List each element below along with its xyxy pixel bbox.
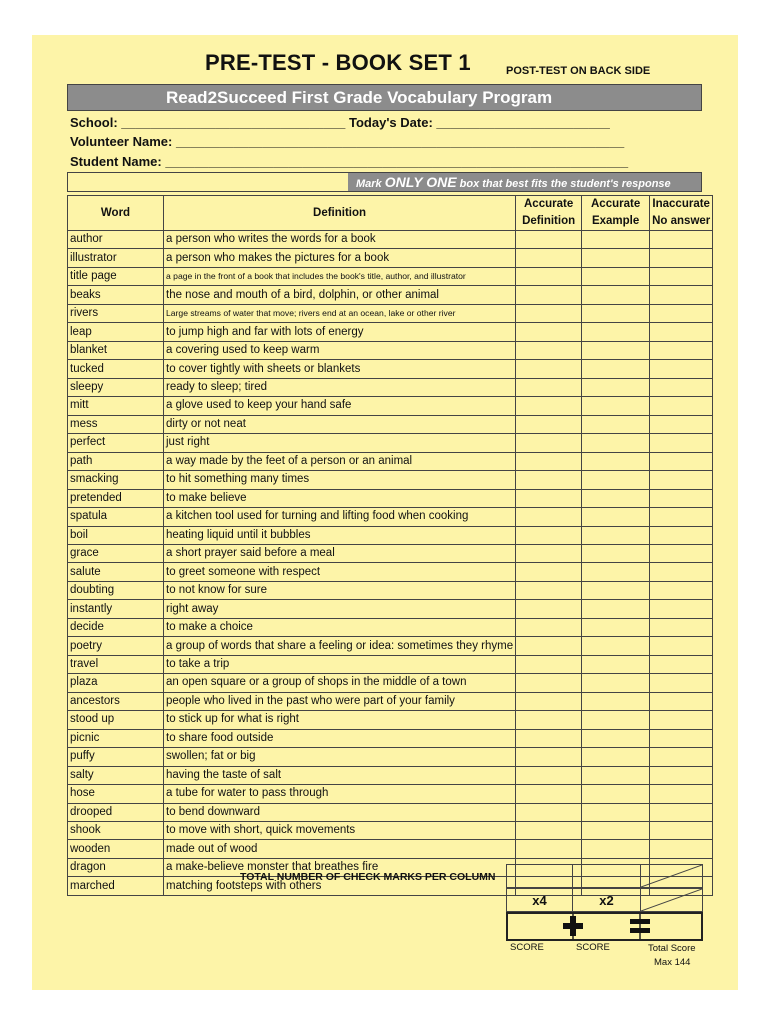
accurate-definition-checkbox[interactable] <box>516 711 582 729</box>
table-row <box>68 729 713 747</box>
accurate-example-checkbox[interactable] <box>582 840 650 858</box>
vocab-word: spatula <box>68 508 164 526</box>
table-row <box>68 803 713 821</box>
accurate-definition-checkbox[interactable] <box>516 378 582 396</box>
accurate-definition-checkbox[interactable] <box>516 637 582 655</box>
inaccurate-checkbox[interactable] <box>650 655 713 673</box>
accurate-definition-checkbox[interactable] <box>516 452 582 470</box>
vocab-word: ancestors <box>68 692 164 710</box>
accurate-example-checkbox[interactable] <box>582 803 650 821</box>
vocab-word: dragon <box>68 858 164 876</box>
vocab-word: plaza <box>68 674 164 692</box>
inaccurate-checkbox[interactable] <box>650 766 713 784</box>
vocab-word: pretended <box>68 489 164 507</box>
table-row <box>68 692 713 710</box>
vocab-definition: right away <box>164 600 516 618</box>
accurate-definition-checkbox[interactable] <box>516 674 582 692</box>
vocab-word: grace <box>68 544 164 562</box>
inaccurate-checkbox[interactable] <box>650 822 713 840</box>
vocab-definition: to take a trip <box>164 655 516 673</box>
vocab-word: instantly <box>68 600 164 618</box>
student-name-line[interactable]: Student Name: ________________________________________________________________ <box>70 154 629 169</box>
accurate-definition-checkbox[interactable] <box>516 360 582 378</box>
table-row <box>68 618 713 636</box>
accurate-definition-checkbox[interactable] <box>516 544 582 562</box>
total-inaccurate-box <box>640 864 703 888</box>
vocab-word: travel <box>68 655 164 673</box>
inaccurate-checkbox[interactable] <box>650 803 713 821</box>
vocab-word: picnic <box>68 729 164 747</box>
operations-graphic <box>508 914 701 939</box>
vocab-word: wooden <box>68 840 164 858</box>
accurate-example-checkbox[interactable] <box>582 434 650 452</box>
accurate-example-checkbox[interactable] <box>582 785 650 803</box>
table-row <box>68 323 713 341</box>
crossed-out-mark <box>641 865 702 887</box>
accurate-example-checkbox[interactable] <box>582 563 650 581</box>
vocab-word: mitt <box>68 397 164 415</box>
accurate-definition-checkbox[interactable] <box>516 785 582 803</box>
accurate-definition-checkbox[interactable] <box>516 822 582 840</box>
table-row <box>68 655 713 673</box>
accurate-example-checkbox[interactable] <box>582 822 650 840</box>
vocab-word: drooped <box>68 803 164 821</box>
accurate-example-checkbox[interactable] <box>582 249 650 267</box>
accurate-definition-checkbox[interactable] <box>516 415 582 433</box>
vocab-definition: a page in the front of a book that includes the book's title, author, and illustrator <box>164 267 516 285</box>
accurate-example-checkbox[interactable] <box>582 341 650 359</box>
table-row <box>68 674 713 692</box>
accurate-example-checkbox[interactable] <box>582 304 650 322</box>
table-row <box>68 600 713 618</box>
multiplier-x2: x2 <box>572 888 641 912</box>
total-score-label: Total Score <box>648 943 696 954</box>
accurate-definition-checkbox[interactable] <box>516 618 582 636</box>
vocab-definition: swollen; fat or big <box>164 748 516 766</box>
inaccurate-checkbox[interactable] <box>650 748 713 766</box>
accurate-definition-checkbox[interactable] <box>516 249 582 267</box>
vocab-definition: ready to sleep; tired <box>164 378 516 396</box>
table-row <box>68 840 713 858</box>
accurate-example-checkbox[interactable] <box>582 267 650 285</box>
vocab-word: decide <box>68 618 164 636</box>
vocab-word: rivers <box>68 304 164 322</box>
vocab-word: author <box>68 231 164 249</box>
accurate-example-checkbox[interactable] <box>582 711 650 729</box>
table-row <box>68 304 713 322</box>
school-date-line[interactable]: School: _______________________________ Today's Date: ________________________ <box>70 115 610 130</box>
vocab-definition: a make-believe monster that breathes fire <box>164 858 516 876</box>
table-row <box>68 341 713 359</box>
inaccurate-checkbox[interactable] <box>650 360 713 378</box>
accurate-example-checkbox[interactable] <box>582 600 650 618</box>
page-title: PRE-TEST - BOOK SET 1 <box>205 50 471 75</box>
max-score-label: Max 144 <box>654 957 691 968</box>
inaccurate-checkbox[interactable] <box>650 729 713 747</box>
accurate-example-checkbox[interactable] <box>582 729 650 747</box>
vocab-word: poetry <box>68 637 164 655</box>
vocab-definition: a kitchen tool used for turning and lifting food when cooking <box>164 508 516 526</box>
accurate-definition-checkbox[interactable] <box>516 563 582 581</box>
accurate-example-checkbox[interactable] <box>582 286 650 304</box>
vocab-word: marched <box>68 877 164 895</box>
vocab-word: salute <box>68 563 164 581</box>
inaccurate-checkbox[interactable] <box>650 341 713 359</box>
accurate-definition-checkbox[interactable] <box>516 508 582 526</box>
vocab-word: puffy <box>68 748 164 766</box>
accurate-definition-checkbox[interactable] <box>516 692 582 710</box>
vocab-definition: matching footsteps with others <box>164 877 516 895</box>
inaccurate-checkbox[interactable] <box>650 544 713 562</box>
table-row <box>68 471 713 489</box>
vocab-definition: to greet someone with respect <box>164 563 516 581</box>
vocab-definition: an open square or a group of shops in the middle of a town <box>164 674 516 692</box>
table-row <box>68 748 713 766</box>
inaccurate-checkbox[interactable] <box>650 600 713 618</box>
table-row <box>68 508 713 526</box>
accurate-example-checkbox[interactable] <box>582 452 650 470</box>
vocab-definition: a way made by the feet of a person or an animal <box>164 452 516 470</box>
table-row <box>68 397 713 415</box>
vocab-definition: the nose and mouth of a bird, dolphin, or other animal <box>164 286 516 304</box>
table-row <box>68 489 713 507</box>
table-row <box>68 360 713 378</box>
vocab-definition: a group of words that share a feeling or idea: sometimes they rhyme <box>164 637 516 655</box>
accurate-example-checkbox[interactable] <box>582 655 650 673</box>
accurate-definition-checkbox[interactable] <box>516 434 582 452</box>
table-row <box>68 544 713 562</box>
vocab-word: stood up <box>68 711 164 729</box>
vocab-word: sleepy <box>68 378 164 396</box>
inaccurate-checkbox[interactable] <box>650 323 713 341</box>
column-header-accurate-definition: Accurate Definition <box>516 196 582 231</box>
accurate-example-checkbox[interactable] <box>582 489 650 507</box>
score-operations-box <box>506 912 703 941</box>
inaccurate-checkbox[interactable] <box>650 674 713 692</box>
accurate-definition-checkbox[interactable] <box>516 231 582 249</box>
inaccurate-checkbox[interactable] <box>650 840 713 858</box>
inaccurate-checkbox[interactable] <box>650 489 713 507</box>
table-row <box>68 286 713 304</box>
vocab-definition: heating liquid until it bubbles <box>164 526 516 544</box>
vocab-word: path <box>68 452 164 470</box>
inaccurate-checkbox[interactable] <box>650 508 713 526</box>
vocab-word: perfect <box>68 434 164 452</box>
table-row <box>68 231 713 249</box>
inaccurate-checkbox[interactable] <box>650 267 713 285</box>
accurate-example-checkbox[interactable] <box>582 748 650 766</box>
table-row <box>68 378 713 396</box>
accurate-definition-checkbox[interactable] <box>516 471 582 489</box>
accurate-definition-checkbox[interactable] <box>516 267 582 285</box>
score-label-2: SCORE <box>576 942 610 953</box>
column-header-accurate-example: Accurate Example <box>582 196 650 231</box>
accurate-definition-checkbox[interactable] <box>516 748 582 766</box>
accurate-definition-checkbox[interactable] <box>516 489 582 507</box>
vocab-definition: a glove used to keep your hand safe <box>164 397 516 415</box>
vocab-definition: dirty or not neat <box>164 415 516 433</box>
vocab-word: salty <box>68 766 164 784</box>
inaccurate-checkbox[interactable] <box>650 286 713 304</box>
inaccurate-checkbox[interactable] <box>650 563 713 581</box>
inaccurate-checkbox[interactable] <box>650 581 713 599</box>
vocab-word: leap <box>68 323 164 341</box>
column-header-definition: Definition <box>164 196 516 231</box>
table-row <box>68 637 713 655</box>
inaccurate-checkbox[interactable] <box>650 231 713 249</box>
crossed-out-mark <box>641 889 702 911</box>
table-row <box>68 434 713 452</box>
table-row <box>68 267 713 285</box>
inaccurate-checkbox[interactable] <box>650 415 713 433</box>
inaccurate-checkbox[interactable] <box>650 304 713 322</box>
accurate-definition-checkbox[interactable] <box>516 323 582 341</box>
accurate-definition-checkbox[interactable] <box>516 581 582 599</box>
inaccurate-checkbox[interactable] <box>650 378 713 396</box>
vocab-definition: to cover tightly with sheets or blankets <box>164 360 516 378</box>
vocab-definition: a person who makes the pictures for a book <box>164 249 516 267</box>
accurate-example-checkbox[interactable] <box>582 378 650 396</box>
vocab-word: blanket <box>68 341 164 359</box>
accurate-definition-checkbox[interactable] <box>516 803 582 821</box>
vocab-definition: just right <box>164 434 516 452</box>
table-row <box>68 249 713 267</box>
accurate-example-checkbox[interactable] <box>582 544 650 562</box>
accurate-definition-checkbox[interactable] <box>516 655 582 673</box>
accurate-definition-checkbox[interactable] <box>516 600 582 618</box>
table-row <box>68 785 713 803</box>
vocab-definition: a tube for water to pass through <box>164 785 516 803</box>
inaccurate-checkbox[interactable] <box>650 637 713 655</box>
vocab-definition: a covering used to keep warm <box>164 341 516 359</box>
vocab-definition: to hit something many times <box>164 471 516 489</box>
accurate-example-checkbox[interactable] <box>582 581 650 599</box>
accurate-definition-checkbox[interactable] <box>516 766 582 784</box>
program-banner: Read2Succeed First Grade Vocabulary Program <box>67 84 702 111</box>
vocab-word: beaks <box>68 286 164 304</box>
total-accurate-example-box[interactable] <box>572 864 641 888</box>
table-row <box>68 581 713 599</box>
accurate-example-checkbox[interactable] <box>582 471 650 489</box>
accurate-definition-checkbox[interactable] <box>516 304 582 322</box>
accurate-definition-checkbox[interactable] <box>516 286 582 304</box>
total-checkmarks-label: TOTAL NUMBER OF CHECK MARKS PER COLUMN <box>240 871 496 883</box>
vocab-definition: Large streams of water that move; rivers end at an ocean, lake or other river <box>164 304 516 322</box>
vocab-word: mess <box>68 415 164 433</box>
vocab-definition: to make a choice <box>164 618 516 636</box>
accurate-example-checkbox[interactable] <box>582 397 650 415</box>
accurate-example-checkbox[interactable] <box>582 766 650 784</box>
table-row <box>68 452 713 470</box>
accurate-definition-checkbox[interactable] <box>516 840 582 858</box>
vocab-word: shook <box>68 822 164 840</box>
accurate-example-checkbox[interactable] <box>582 618 650 636</box>
vocab-definition: to not know for sure <box>164 581 516 599</box>
accurate-example-checkbox[interactable] <box>582 637 650 655</box>
table-row <box>68 822 713 840</box>
vocab-definition: to jump high and far with lots of energy <box>164 323 516 341</box>
accurate-definition-checkbox[interactable] <box>516 526 582 544</box>
inaccurate-checkbox[interactable] <box>650 452 713 470</box>
multiplier-x4: x4 <box>506 888 573 912</box>
accurate-example-checkbox[interactable] <box>582 231 650 249</box>
vocab-definition: a short prayer said before a meal <box>164 544 516 562</box>
accurate-example-checkbox[interactable] <box>582 692 650 710</box>
plus-icon <box>563 916 583 936</box>
instruction-text: Mark ONLY ONE box that best fits the student's response <box>348 173 701 191</box>
accurate-example-checkbox[interactable] <box>582 323 650 341</box>
vocab-definition: made out of wood <box>164 840 516 858</box>
inaccurate-checkbox[interactable] <box>650 785 713 803</box>
vocab-definition: to stick up for what is right <box>164 711 516 729</box>
accurate-definition-checkbox[interactable] <box>516 341 582 359</box>
vocab-word: hose <box>68 785 164 803</box>
inaccurate-checkbox[interactable] <box>650 471 713 489</box>
vocab-definition: a person who writes the words for a book <box>164 231 516 249</box>
table-row <box>68 563 713 581</box>
vocab-definition: people who lived in the past who were part of your family <box>164 692 516 710</box>
vocab-word: illustrator <box>68 249 164 267</box>
table-row <box>68 711 713 729</box>
post-test-note: POST-TEST ON BACK SIDE <box>506 65 651 77</box>
column-header-word: Word <box>68 196 164 231</box>
vocabulary-table <box>67 195 713 896</box>
accurate-example-checkbox[interactable] <box>582 415 650 433</box>
inaccurate-checkbox[interactable] <box>650 434 713 452</box>
accurate-example-checkbox[interactable] <box>582 674 650 692</box>
vocab-word: title page <box>68 267 164 285</box>
multiplier-blank <box>640 888 703 912</box>
inaccurate-checkbox[interactable] <box>650 711 713 729</box>
vocab-word: boil <box>68 526 164 544</box>
volunteer-name-line[interactable]: Volunteer Name: ______________________________________________________________ <box>70 134 625 149</box>
vocab-definition: having the taste of salt <box>164 766 516 784</box>
accurate-example-checkbox[interactable] <box>582 508 650 526</box>
table-row <box>68 415 713 433</box>
inaccurate-checkbox[interactable] <box>650 526 713 544</box>
vocab-definition: to share food outside <box>164 729 516 747</box>
total-accurate-definition-box[interactable] <box>506 864 573 888</box>
accurate-definition-checkbox[interactable] <box>516 729 582 747</box>
inaccurate-checkbox[interactable] <box>650 692 713 710</box>
accurate-example-checkbox[interactable] <box>582 526 650 544</box>
inaccurate-checkbox[interactable] <box>650 397 713 415</box>
accurate-definition-checkbox[interactable] <box>516 397 582 415</box>
vocab-definition: to bend downward <box>164 803 516 821</box>
column-header-inaccurate: Inaccurate No answer <box>650 196 713 231</box>
table-row <box>68 526 713 544</box>
vocab-definition: to make believe <box>164 489 516 507</box>
inaccurate-checkbox[interactable] <box>650 249 713 267</box>
vocab-word: tucked <box>68 360 164 378</box>
inaccurate-checkbox[interactable] <box>650 618 713 636</box>
score-label-1: SCORE <box>510 942 544 953</box>
instruction-bar <box>67 172 702 192</box>
table-row <box>68 766 713 784</box>
vocab-word: smacking <box>68 471 164 489</box>
accurate-example-checkbox[interactable] <box>582 360 650 378</box>
vocab-definition: to move with short, quick movements <box>164 822 516 840</box>
vocab-word: doubting <box>68 581 164 599</box>
